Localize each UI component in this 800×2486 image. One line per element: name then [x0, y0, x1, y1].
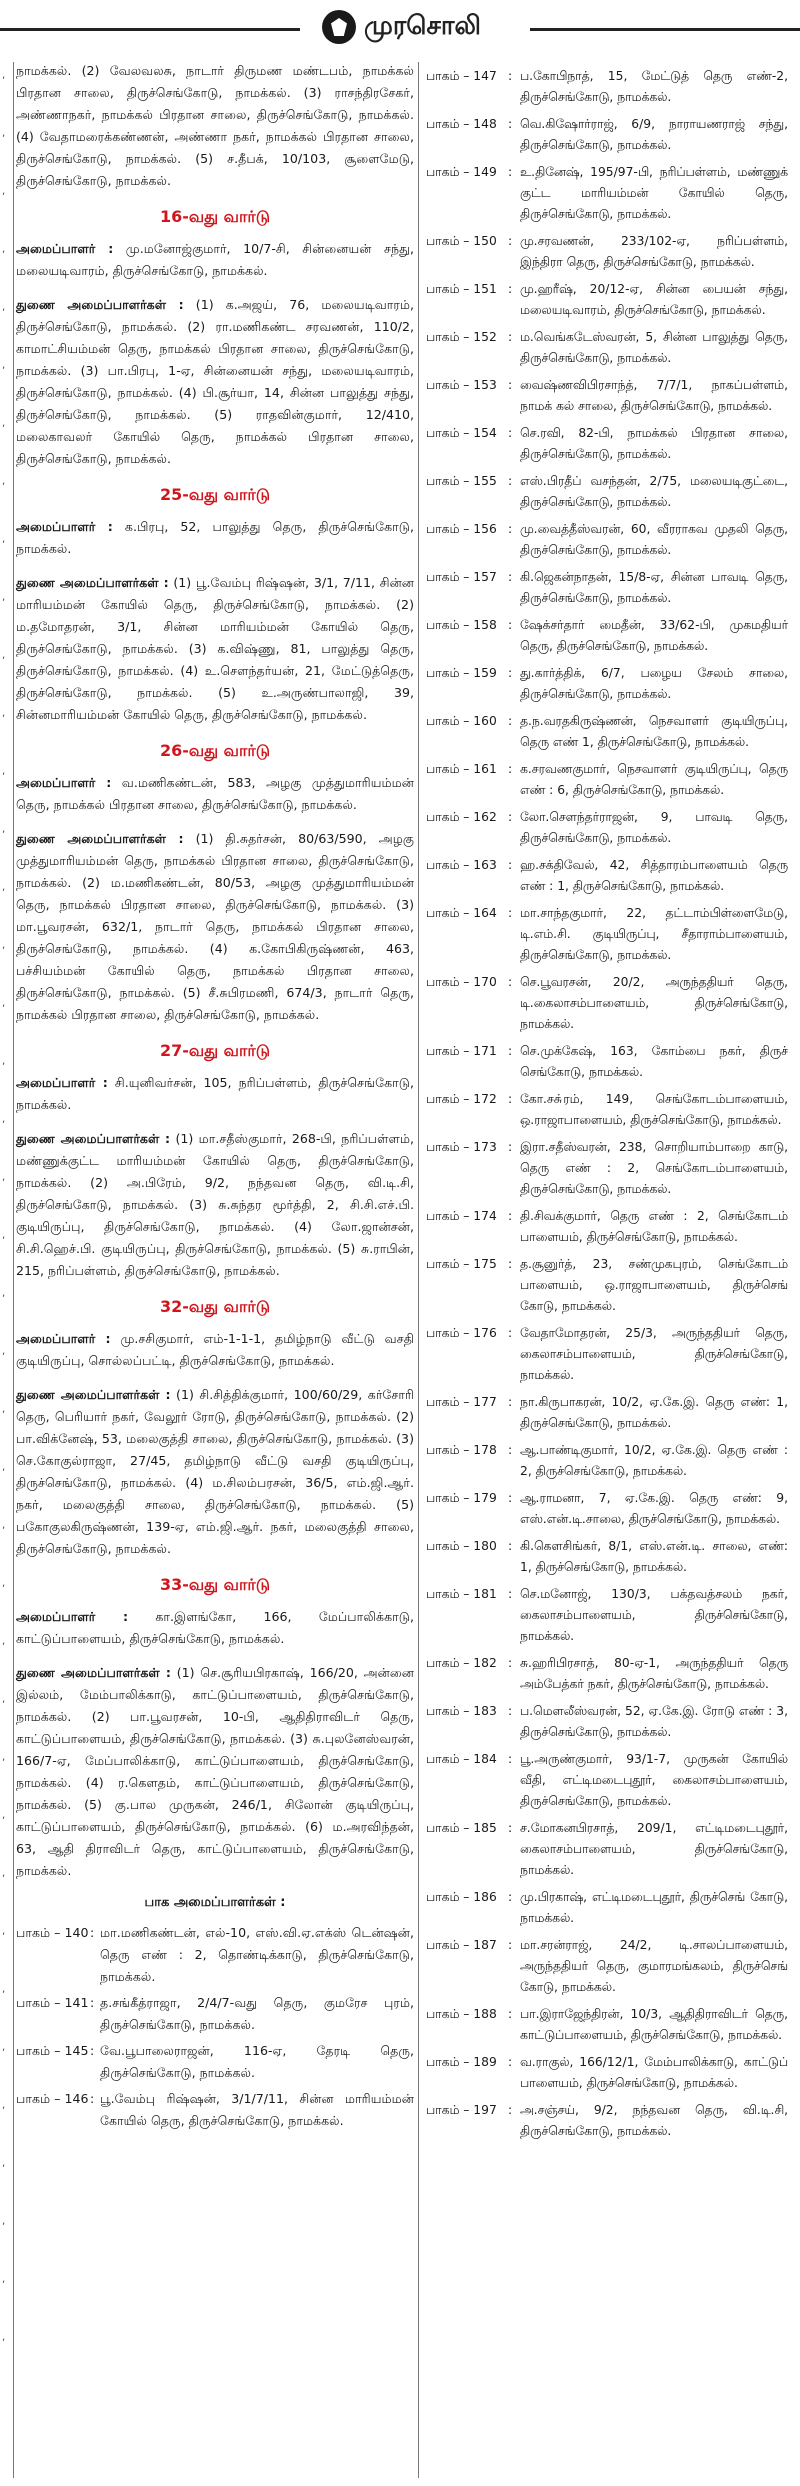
booth-number: பாகம் – 161 [426, 762, 497, 776]
booth-person: வேதாமோதரன், 25/3, அருந்ததியர் தெரு, கைலாசம்பாளையம், திருச்செங்கோடு, நாமக்கல். [520, 1326, 788, 1382]
booth-number: பாகம் – 184 [426, 1752, 497, 1766]
thunai-text: (1) சி.சித்திக்குமார், 100/60/29, கர்சோரி தெரு, பெரியார் நகர், வேலூர் ரோடு, திருச்செங்கோடு, நாமக்கல். (2) பா.விக்னேஷ், 53, மலைகுத்தி சாலை, திருச்செங்கோடு, நாமக்கல். (3) செ.கோகுல்ராஜா, 27/45, தமிழ்நாடு வீட்டு வசதி குடியிருப்பு, திருச்செங்கோடு, நாமக்கல். (4) ம.சிலம்பரசன், 36/5, எம்.ஜி.ஆர். நகர், மலைகுத்தி சாலை, திருச்செங்கோடு, நாமக்கல். (5) பகோகுலகிருஷ்ணன், 139-ஏ, எம்.ஜி.ஆர். நகர், மலைகுத்தி சாலை, திருச்செங்கோடு, நாமக்கல். [16, 1387, 414, 1556]
booth-row [16, 1922, 414, 1988]
booth-row [16, 1992, 414, 2036]
booth-row [426, 1653, 788, 1695]
booth-row [426, 327, 788, 369]
booth-person: கோ.சசு்ரம், 149, செங்கோடம்பாளையம், ஒ.ராஜாபாளையம், திருச்செங்கோடு, நாமக்கல். [520, 1092, 788, 1127]
booth-number: பாகம் – 183 [426, 1704, 497, 1718]
fragment-char: , [2, 1520, 6, 1531]
booth-row [426, 279, 788, 321]
booth-person: அ.சஞ்சய், 9/2, நந்தவன தெரு, வி.டி.சி, திருச்செங்கோடு, நாமக்கல். [520, 2103, 788, 2138]
booth-number: பாகம் – 141 [16, 1995, 89, 2010]
booth-number: பாகம் – 164 [426, 906, 497, 920]
booth-separator: : [508, 618, 513, 632]
booth-row [426, 1935, 788, 1998]
booth-person: லோ.சௌந்தர்ராஜன், 9, பாவடி தெரு, திருச்செங்கோடு, நாமக்கல். [520, 810, 788, 845]
booth-number: பாகம் – 140 [16, 1925, 89, 1940]
ward-block [16, 1040, 414, 1282]
booth-separator: : [508, 1209, 513, 1223]
booth-person: தி.சிவக்குமார், தெரு எண் : 2, செங்கோடம் பாளையம், திருச்செங்கோடு, நாமக்கல். [520, 1209, 788, 1244]
ward-block [16, 206, 414, 470]
fragment-char: , [2, 2100, 6, 2111]
brand [322, 10, 481, 44]
amaippalar-label: அமைப்பாளர் : [16, 1331, 111, 1346]
booth-separator: : [508, 1140, 513, 1154]
amaippalar-label: அமைப்பாளர் : [16, 241, 114, 256]
booth-person: மு.வைத்தீஸ்வரன், 60, வீரராகவ முதலி தெரு, திருச்செங்கோடு, நாமக்கல். [520, 522, 788, 557]
ward-thunai [16, 1384, 414, 1560]
booth-list-left [16, 1922, 414, 2132]
column-1 [16, 60, 414, 2136]
booth-number: பாகம் – 152 [426, 330, 497, 344]
booth-separator: : [90, 1925, 95, 1940]
fragment-char: , [2, 1114, 6, 1125]
ward-title: 26-வது வார்டு [160, 741, 270, 760]
ward-amaippalar [16, 1328, 414, 1372]
amaippalar-label: அமைப்பாளர் : [16, 519, 113, 534]
thunai-text: (1) க.அஜய், 76, மலையடிவாரம், திருச்செங்கோடு, நாமக்கல். (2) ரா.மணிகண்ட சரவணன், 110/2, காமாட்சியம்மன் தெரு, நாமக்கல் பிரதான சாலை, திருச்செங்கோடு, நாமக்கல். (3) பா.பிரபு, 1-ஏ, சின்னையன் சந்து, மலையடிவாரம், திருச்செங்கோடு, நாமக்கல். (4) பி.சூர்யா, 14, சின்ன பாலுத்து சந்து, திருச்செங்கோடு, நாமக்கல். (5) ராதவின்குமார், 12/410, மலைகாவலர் கோயில் தெரு, நாமக்கல் பிரதான சாலை, திருச்செங்கோடு, நாமக்கல். [16, 297, 414, 466]
booth-row [426, 471, 788, 513]
booth-row [426, 807, 788, 849]
booth-number: பாகம் – 155 [426, 474, 497, 488]
column-divider-middle [418, 62, 419, 2478]
booth-number: பாகம் – 179 [426, 1491, 497, 1505]
booth-person: இரா.சதீஸ்வரன், 238, சொறியாம்பாறை காடு, தெரு எண் : 2, செங்கோடம்பாளையம், திருச்செங்கோடு, நாமக்கல். [520, 1140, 788, 1196]
amaippalar-text: மு.சசிகுமார், எம்-1-1-1, தமிழ்நாடு வீட்டு வசதி குடியிருப்பு, சொல்லப்பட்டி, திருச்செங்கோடு, நாமக்கல். [16, 1331, 415, 1368]
booth-separator: : [508, 1395, 513, 1409]
ward-thunai [16, 1662, 414, 1882]
fragment-char: , [2, 534, 6, 545]
amaippalar-text: சி.யுனிவர்சன், 105, நரிப்பள்ளம், திருச்செங்கோடு, நாமக்கல். [16, 1075, 414, 1112]
booth-separator: : [508, 1656, 513, 1670]
booth-row [426, 1701, 788, 1743]
booth-separator: : [508, 1443, 513, 1457]
intro-paragraph: நாமக்கல். (2) வேலவலசு, நாடார் திருமண மண்டபம், நாமக்கல் பிரதான சாலை, திருச்செங்கோடு, நாமக்கல். (3) ராசந்திரசேகர், அண்ணாநகர், நாமக்கல் பிரதான சாலை, திருச்செங்கோடு, நாமக்கல். (4) வேதாமரைக்கண்ணன், அண்ணா நகர், நாமக்கல் பிரதான சாலை, திருச்செங்கோடு, நாமக்கல். (5) ச.தீபக், 10/103, சூளைமேடு, திருச்செங்கோடு, நாமக்கல். [16, 63, 414, 188]
thunai-label: துணை அமைப்பாளர்கள் : [16, 1387, 171, 1402]
ward-title: 16-வது வார்டு [160, 207, 270, 226]
booth-number: பாகம் – 197 [426, 2103, 497, 2117]
fragment-char: , [2, 1636, 6, 1647]
booth-separator: : [508, 330, 513, 344]
booth-separator: : [508, 975, 513, 989]
booth-person: கி.கௌசிங்கர், 8/1, எஸ்.என்.டி. சாலை, எண்: 1, திருச்செங்கோடு, நாமக்கல். [520, 1539, 788, 1574]
booth-separator: : [90, 1995, 95, 2010]
booth-separator: : [508, 1539, 513, 1553]
booth-person: பா.இராஜேந்திரன், 10/3, ஆதிதிராவிடர் தெரு, காட்டுப்பாளையம், திருச்செங்கோடு, நாமக்கல். [520, 2007, 788, 2042]
fragment-char: , [2, 1984, 6, 1995]
fragment-char: , [2, 1462, 6, 1473]
ward-title: 27-வது வார்டு [160, 1041, 270, 1060]
booth-separator: : [508, 117, 513, 131]
booth-row [426, 759, 788, 801]
ward-title: 33-வது வார்டு [160, 1575, 270, 1594]
booth-person: மு.சரவணன், 233/102-ஏ, நரிப்பள்ளம், இந்திரா தெரு, திருச்செங்கோடு, நாமக்கல். [520, 234, 788, 269]
thunai-text: (1) மா.சதீஸ்குமார், 268-பி, நரிப்பள்ளம், மண்ணுக்குட்ட மாரியம்மன் கோயில் தெரு, திருச்செங்கோடு, நாமக்கல். (2) அ.பிரேம், 9/2, நந்தவன தெரு, வி.டி.சி, திருச்செங்கோடு, நாமக்கல். (3) சு.சுந்தர மூர்த்தி, 2, சி.சி.எச்.பி. குடியிருப்பு, திருச்செங்கோடு, நாமக்கல். (4) லோ.ஜான்சன், சி.சி.ஹெச்.பி. குடியிருப்பு, திருச்செங்கோடு, நாமக்கல். (5) சு.ராபின், 215, நரிப்பள்ளம், திருச்செங்கோடு, நாமக்கல். [16, 1131, 415, 1278]
ward-amaippalar [16, 1606, 414, 1650]
booth-person: ம.வெங்கடேஸ்வரன், 5, சின்ன பாலுத்து தெரு, திருச்செங்கோடு, நாமக்கல். [520, 330, 788, 365]
amaippalar-label: அமைப்பாளர் : [16, 1609, 129, 1624]
booth-number: பாகம் – 147 [426, 69, 497, 83]
amaippalar-text: மு.மனோஜ்குமார், 10/7-சி, சின்னையன் சந்து, மலையடிவாரம், திருச்செங்கோடு, நாமக்கல். [16, 241, 415, 278]
booth-row [426, 519, 788, 561]
booth-row [426, 855, 788, 897]
booth-number: பாகம் – 181 [426, 1587, 497, 1601]
booth-separator: : [90, 2043, 95, 2058]
fragment-char: , [2, 2332, 6, 2343]
booth-separator: : [508, 474, 513, 488]
fragment-char: , [2, 418, 6, 429]
booth-row [426, 1818, 788, 1881]
booth-number: பாகம் – 189 [426, 2055, 497, 2069]
fragment-char: , [2, 476, 6, 487]
booth-separator: : [508, 1704, 513, 1718]
booth-row [426, 2100, 788, 2142]
brand-name: முரசொலி [364, 10, 481, 41]
fragment-char: , [2, 882, 6, 893]
booth-person: ஷேக்சர்தார் மைதீன், 33/62-பி, முகமதியர் தெரு, திருச்செங்கோடு, நாமக்கல். [520, 618, 788, 653]
booth-row [426, 663, 788, 705]
booth-row [426, 1137, 788, 1200]
booth-person: ஹ.சக்திவேல், 42, சித்தாரம்பாளையம் தெரு எண் : 1, திருச்செங்கோடு, நாமக்கல். [520, 858, 788, 893]
booth-row [426, 1584, 788, 1647]
fragment-char: , [2, 1172, 6, 1183]
fragment-char: , [2, 1056, 6, 1067]
booth-number: பாகம் – 160 [426, 714, 497, 728]
booth-person: த.சங்கீத்ராஜா, 2/4/7-வது தெரு, குமரேச புரம், திருச்செங்கோடு, நாமக்கல். [100, 1995, 414, 2032]
booth-number: பாகம் – 185 [426, 1821, 497, 1835]
booth-person: மா.மணிகண்டன், எல்-10, எஸ்.வி.ஏ.எக்ஸ் டென்ஷன், தெரு எண் : 2, தொண்டிக்காடு, திருச்செங்கோடு, நாமக்கல். [100, 1925, 414, 1984]
booth-number: பாகம் – 148 [426, 117, 497, 131]
booth-number: பாகம் – 158 [426, 618, 497, 632]
booth-person: மா.சாந்தகுமார், 22, தட்டாம்பிள்ளைமேடு, டி.எம்.சி. குடியிருப்பு, சீதாராம்பாளையம், திருச்செங்கோடு, நாமக்கல். [520, 906, 788, 962]
booth-number: பாகம் – 163 [426, 858, 497, 872]
booth-number: பாகம் – 172 [426, 1092, 497, 1106]
ward-list [16, 206, 414, 1882]
booth-row [426, 1440, 788, 1482]
booth-separator: : [508, 1257, 513, 1271]
booth-separator: : [508, 1491, 513, 1505]
booth-number: பாகம் – 150 [426, 234, 497, 248]
booth-person: செ.பூவரசன், 20/2, அருந்ததியர் தெரு, டி.கைலாசம்பாளையம், திருச்செங்கோடு, நாமக்கல். [520, 975, 788, 1031]
previous-column-fragment [0, 60, 12, 2480]
fragment-char: , [2, 302, 6, 313]
ward-block [16, 1574, 414, 1882]
ward-title: 32-வது வார்டு [160, 1297, 270, 1316]
booth-person: ஆ.ராமனா, 7, ஏ.கே.இ. தெரு எண்: 9, எஸ்.என்.டி.சாலை, திருச்செங்கோடு, நாமக்கல். [520, 1491, 788, 1526]
fragment-char: , [2, 70, 6, 81]
booth-person: கி.ஜெகன்நாதன், 15/8-ஏ, சின்ன பாவடி தெரு, திருச்செங்கோடு, நாமக்கல். [520, 570, 788, 605]
booth-number: பாகம் – 145 [16, 2043, 89, 2058]
booth-separator: : [508, 2103, 513, 2117]
booth-separator: : [508, 2055, 513, 2069]
booth-separator: : [508, 1890, 513, 1904]
booth-row [426, 1488, 788, 1530]
fragment-char: , [2, 940, 6, 951]
booth-person: பூ.அருண்குமார், 93/1-7, முருகன் கோயில் வீதி, எட்டிமடைபுதூர், கைலாசம்பாளையம், திருச்செங்கோடு, நாமக்கல். [520, 1752, 788, 1808]
booth-person: செ.முக்கேஷ், 163, கோம்பை நகர், திருச் செங்கோடு, நாமக்கல். [520, 1044, 788, 1079]
thunai-label: துணை அமைப்பாளர்கள் : [16, 297, 184, 312]
fragment-char: , [2, 1926, 6, 1937]
booth-number: பாகம் – 154 [426, 426, 497, 440]
booth-person: உ.தினேஷ், 195/97-பி, நரிப்பள்ளம், மண்ணுக் குட்ட மாரியம்மன் கோயில் தெரு, திருச்செங்கோடு, நாமக்கல். [520, 165, 788, 221]
thunai-text: (1) செ.சூரியபிரகாஷ், 166/20, அன்னை இல்லம், மேம்பாலிக்காடு, காட்டுப்பாளையம், திருச்செங்கோடு, நாமக்கல். (2) பா.பூவரசன், 10-பி, ஆதிதிராவிடர் தெரு, காட்டுப்பாளையம், திருச்செங்கோடு, நாமக்கல். (3) சு.புலனேஸ்வரன், 166/7-ஏ, மேப்பாலிக்காடு, காட்டுப்பாளையம், திருச்செங்கோடு, நாமக்கல். (4) ர.கௌதம், காட்டுப்பாளையம், திருச்செங்கோடு, நாமக்கல். (5) கு.பால முருகன், 246/1, சிலோன் குடியிருப்பு, காட்டுப்பாளையம், திருச்செங்கோடு, நாமக்கல். (6) ம.அரவிந்தன், 63, ஆதி திராவிடர் தெரு, காட்டுப்பாளையம், திருச்செங்கோடு, நாமக்கல். [16, 1665, 415, 1878]
ward-amaippalar [16, 238, 414, 282]
booth-row [426, 1089, 788, 1131]
booth-number: பாகம் – 146 [16, 2091, 89, 2106]
booth-row [426, 1041, 788, 1083]
booth-separator: : [508, 522, 513, 536]
booth-separator: : [508, 1938, 513, 1952]
booth-person: மா.சரன்ராஜ், 24/2, டி.சாலப்பாளையம், அருந்ததியர் தெரு, குமாரமங்கலம், திருச்செங் கோடு, நாமக்கல். [520, 1938, 788, 1994]
ward-block [16, 740, 414, 1026]
booth-separator: : [508, 2007, 513, 2021]
booth-separator: : [508, 378, 513, 392]
fragment-char: , [2, 1346, 6, 1357]
booth-separator: : [508, 1587, 513, 1601]
booth-person: நா.கிருபாகரன், 10/2, ஏ.கே.இ. தெரு எண்: 1, திருச்செங்கோடு, நாமக்கல். [520, 1395, 788, 1430]
booth-row [426, 1206, 788, 1248]
booth-person: ப.கோபிநாத், 15, மேட்டுத் தெரு எண்-2, திருச்செங்கோடு, நாமக்கல். [520, 69, 788, 104]
booth-row [426, 711, 788, 753]
ward-thunai [16, 1128, 414, 1282]
booth-separator: : [508, 906, 513, 920]
booth-separator: : [90, 2091, 95, 2106]
booth-number: பாகம் – 159 [426, 666, 497, 680]
booth-person: ச.மோகனபிரசாத், 209/1, எட்டிமடைபுதூர், கைலாசம்பாளையம், திருச்செங்கோடு, நாமக்கல். [520, 1821, 788, 1877]
booth-number: பாகம் – 188 [426, 2007, 497, 2021]
booth-person: எஸ்.பிரதீப் வசந்தன், 2/75, மலையடிகுட்டை, திருச்செங்கோடு, நாமக்கல். [520, 474, 788, 509]
fragment-char: , [2, 1752, 6, 1763]
booth-row [426, 231, 788, 273]
fragment-char: , [2, 766, 6, 777]
fragment-char: , [2, 1578, 6, 1589]
booth-row [426, 1323, 788, 1386]
booth-separator: : [508, 810, 513, 824]
booth-number: பாகம் – 151 [426, 282, 497, 296]
masthead [0, 0, 800, 52]
ward-thunai [16, 828, 414, 1026]
ward-title: 25-வது வார்டு [160, 485, 270, 504]
booth-number: பாகம் – 162 [426, 810, 497, 824]
booth-row [426, 972, 788, 1035]
fragment-char: , [2, 186, 6, 197]
fragment-char: , [2, 592, 6, 603]
booth-separator: : [508, 1821, 513, 1835]
booth-separator: : [508, 858, 513, 872]
booth-person: க.சரவணகுமார், நெசவாளர் குடியிருப்பு, தெரு எண் : 6, திருச்செங்கோடு, நாமக்கல். [520, 762, 788, 797]
fragment-char: , [2, 2274, 6, 2285]
booth-number: பாகம் – 173 [426, 1140, 497, 1154]
fragment-char: , [2, 708, 6, 719]
booth-separator: : [508, 234, 513, 248]
booth-row [426, 2004, 788, 2046]
ward-amaippalar [16, 516, 414, 560]
booth-number: பாகம் – 171 [426, 1044, 497, 1058]
ward-amaippalar [16, 1072, 414, 1116]
booth-separator: : [508, 426, 513, 440]
booth-person: சு.ஹரிபிரசாத், 80-ஏ-1, அருந்ததியர் தெரு அம்பேத்கர் நகர், திருச்செங்கோடு, நாமக்கல். [520, 1656, 788, 1691]
thunai-label: துணை அமைப்பாளர்கள் : [16, 1131, 171, 1146]
ward-amaippalar [16, 772, 414, 816]
fragment-char: , [2, 1288, 6, 1299]
amaippalar-text: கா.இளங்கோ, 166, மேப்பாலிக்காடு, காட்டுப்பாளையம், திருச்செங்கோடு, நாமக்கல். [16, 1609, 414, 1646]
booth-separator: : [508, 762, 513, 776]
booth-separator: : [508, 1092, 513, 1106]
booth-list-right [426, 66, 788, 2148]
booth-number: பாகம் – 156 [426, 522, 497, 536]
booth-number: பாகம் – 177 [426, 1395, 497, 1409]
booth-person: செ.மனோஜ், 130/3, பக்தவத்சலம் நகர், கைலாசம்பாளையம், திருச்செங்கோடு, நாமக்கல். [520, 1587, 788, 1643]
amaippalar-text: க.பிரபு, 52, பாலுத்து தெரு, திருச்செங்கோடு, நாமக்கல். [16, 519, 414, 556]
booth-number: பாகம் – 178 [426, 1443, 497, 1457]
booth-person: வைஷ்ணவிபிரசாந்த், 7/7/1, நாகப்பள்ளம், நாமக் கல் சாலை, திருச்செங்கோடு, நாமக்கல். [520, 378, 788, 413]
booth-number: பாகம் – 176 [426, 1326, 497, 1340]
booth-person: மு.ஹரீஷ், 20/12-ஏ, சின்ன பையன் சந்து, மலையடிவாரம், திருச்செங்கோடு, நாமக்கல். [520, 282, 788, 317]
ward-block [16, 484, 414, 726]
booth-person: வ.ராகுல், 166/12/1, மேம்பாலிக்காடு, காட்டுப் பாளையம், திருச்செங்கோடு, நாமக்கல். [520, 2055, 788, 2090]
booth-number: பாகம் – 174 [426, 1209, 497, 1223]
fragment-char: , [2, 1810, 6, 1821]
booth-person: பூ.வேம்பு ரிஷ்ஷன், 3/1/7/11, சின்ன மாரியம்மன் கோயில் தெரு, திருச்செங்கோடு, நாமக்கல். [100, 2091, 414, 2128]
booth-row [426, 567, 788, 609]
thunai-label: துணை அமைப்பாளர்கள் : [16, 831, 184, 846]
booth-person: வெ.கிஷோர்ராஜ், 6/9, நாராயணராஜ் சந்து, திருச்செங்கோடு, நாமக்கல். [520, 117, 788, 152]
booth-row [426, 2052, 788, 2094]
booth-person: து.கார்த்திக், 6/7, பழைய சேலம் சாலை, திருச்செங்கோடு, நாமக்கல். [520, 666, 788, 701]
booth-row [426, 1536, 788, 1578]
booth-separator: : [508, 282, 513, 296]
fragment-char: , [2, 1868, 6, 1879]
thunai-label: துணை அமைப்பாளர்கள் : [16, 1665, 171, 1680]
booth-separator: : [508, 570, 513, 584]
booth-row [426, 423, 788, 465]
fragment-char: , [2, 1404, 6, 1415]
thunai-text: (1) தி.சுதர்சன், 80/63/590, அழகு முத்துமாரியம்மன் தெரு, நாமக்கல் பிரதான சாலை, திருச்செங்கோடு, நாமக்கல். (2) ம.மணிகண்டன், 80/53, அழகு முத்துமாரியம்மன் தெரு, நாமக்கல் பிரதான சாலை, திருச்செங்கோடு, நாமக்கல். (3) மா.பூவரசன், 632/1, நாடார் தெரு, நாமக்கல் பிரதான சாலை, திருச்செங்கோடு, நாமக்கல். (4) க.கோபிகிருஷ்ணன், 463, பச்சியம்மன் கோயில் தெரு, நாமக்கல் பிரதான சாலை, திருச்செங்கோடு, நாமக்கல். (5) சீ.சுபிரமணி, 674/3, நாடார் தெரு, நாமக்கல் பிரதான சாலை, திருச்செங்கோடு, நாமக்கல். [16, 831, 415, 1022]
fragment-char: , [2, 2216, 6, 2227]
amaippalar-text: வ.மணிகண்டன், 583, அழகு முத்துமாரியம்மன் தெரு, நாமக்கல் பிரதான சாலை, திருச்செங்கோடு, நாமக்கல். [16, 775, 414, 812]
booth-number: பாகம் – 180 [426, 1539, 497, 1553]
booth-row [16, 2088, 414, 2132]
thunai-text: (1) பூ.வேம்பு ரிஷ்ஷன், 3/1, 7/11, சின்ன மாரியம்மன் கோயில் தெரு, திருச்செங்கோடு, நாமக்கல். (2) ம.தமோதரன், 3/1, சின்ன மாரியம்மன் கோயில் தெரு, திருச்செங்கோடு, நாமக்கல். (3) க.விஷ்ணு, 81, பாலுத்து தெரு, திருச்செங்கோடு, நாமக்கல். (4) உ.சௌந்தர்யன், 21, மேட்டுத்தெரு, திருச்செங்கோடு, நாமக்கல். (5) உ.அருண்பாலாஜி, 39, சின்னமாரியம்மன் கோயில் தெரு, திருச்செங்கோடு, நாமக்கல். [16, 575, 414, 722]
masthead-rule-left [0, 28, 300, 31]
column-divider-left [13, 62, 14, 2478]
booth-number: பாகம் – 175 [426, 1257, 497, 1271]
ward-block [16, 1296, 414, 1560]
booth-row [426, 1254, 788, 1317]
fragment-char: , [2, 998, 6, 1009]
booth-row [426, 66, 788, 108]
fragment-char: , [2, 128, 6, 139]
fragment-char: , [2, 1230, 6, 1241]
booth-row [426, 1392, 788, 1434]
brand-logo-icon [322, 10, 356, 44]
booth-row [426, 1749, 788, 1812]
booth-number: பாகம் – 186 [426, 1890, 497, 1904]
booth-number: பாகம் – 182 [426, 1656, 497, 1670]
fragment-char: , [2, 650, 6, 661]
booth-separator: : [508, 165, 513, 179]
booth-person: செ.ரவி, 82-பி, நாமக்கல் பிரதான சாலை, திருச்செங்கோடு, நாமக்கல். [520, 426, 788, 461]
amaippalar-label: அமைப்பாளர் : [16, 1075, 108, 1090]
booth-person: மு.பிரகாஷ், எட்டிமடைபுதூர், திருச்செங் கோடு, நாமக்கல். [520, 1890, 788, 1925]
booth-number: பாகம் – 149 [426, 165, 497, 179]
booth-row [426, 162, 788, 225]
fragment-char: , [2, 244, 6, 255]
booth-number: பாகம் – 157 [426, 570, 497, 584]
booth-person: வே.பூபாலைராஜன், 116-ஏ, தேரடி தெரு, திருச்செங்கோடு, நாமக்கல். [100, 2043, 414, 2080]
fragment-char: , [2, 824, 6, 835]
booth-number: பாகம் – 187 [426, 1938, 497, 1952]
booth-row [426, 615, 788, 657]
fragment-char: , [2, 2042, 6, 2053]
booth-separator: : [508, 1326, 513, 1340]
booth-row [426, 114, 788, 156]
fragment-char: , [2, 1694, 6, 1705]
booth-row [426, 1887, 788, 1929]
amaippalar-label: அமைப்பாளர் : [16, 775, 112, 790]
booth-row [426, 375, 788, 417]
booth-separator: : [508, 1752, 513, 1766]
booth-separator: : [508, 714, 513, 728]
booth-row [16, 2040, 414, 2084]
booth-separator: : [508, 69, 513, 83]
booth-person: ஆ.பாண்டிகுமார், 10/2, ஏ.கே.இ. தெரு எண் : 2, திருச்செங்கோடு, நாமக்கல். [520, 1443, 788, 1478]
booth-person: த.ந.வரதகிருஷ்ணன், நெசவாளர் குடியிருப்பு, தெரு எண் 1, திருச்செங்கோடு, நாமக்கல். [520, 714, 788, 749]
booth-separator: : [508, 666, 513, 680]
booth-section-title: பாக அமைப்பாளர்கள் : [144, 1895, 286, 1910]
booth-separator: : [508, 1044, 513, 1058]
masthead-rule-right [530, 28, 800, 31]
ward-thunai [16, 294, 414, 470]
fragment-char: , [2, 2158, 6, 2169]
booth-number: பாகம் – 153 [426, 378, 497, 392]
booth-number: பாகம் – 170 [426, 975, 497, 989]
thunai-label: துணை அமைப்பாளர்கள் : [16, 575, 169, 590]
booth-row [426, 903, 788, 966]
ward-thunai [16, 572, 414, 726]
booth-person: ப.மௌலீஸ்வரன், 52, ஏ.கே.இ. ரோடு எண் : 3, திருச்செங்கோடு, நாமக்கல். [520, 1704, 788, 1739]
booth-person: த.சூனுர்த், 23, சண்முகபுரம், செங்கோடம் பாளையம், ஒ.ராஜாபாளையம், திருச்செங் கோடு, நாமக்கல். [520, 1257, 788, 1313]
fragment-char: , [2, 360, 6, 371]
